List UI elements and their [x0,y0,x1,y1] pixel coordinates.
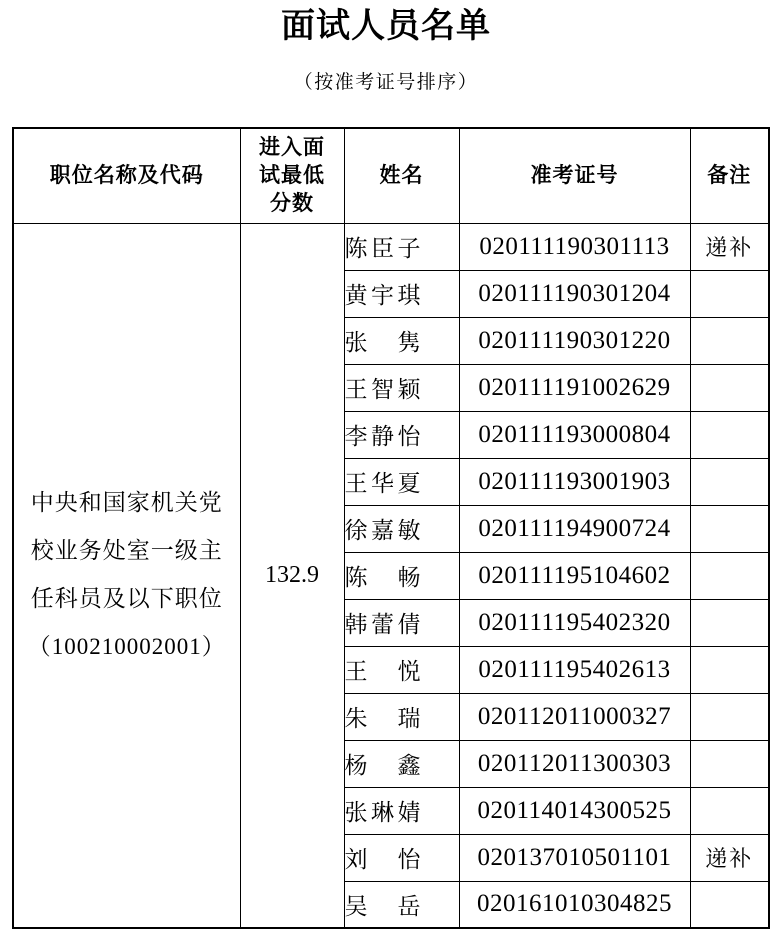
ticket-number-cell: 020111194900724 [459,505,690,552]
candidate-name-cell [344,270,459,317]
ticket-number-cell: 020137010501101 [459,834,690,881]
candidate-name: 刘 怡 [344,847,421,872]
candidate-name: 吴 岳 [344,893,421,919]
remark-cell [690,881,769,928]
remark-cell [690,411,769,458]
candidate-name: 徐嘉敏 [344,518,421,543]
page-title: 面试人员名单 [281,7,491,45]
candidate-name: 杨 鑫 [344,753,421,778]
candidate-name: 王 悦 [344,659,421,684]
candidate-name: 黄宇琪 [344,283,421,308]
candidate-name: 张琳婧 [344,800,421,825]
candidate-name-cell [344,317,459,364]
remark-cell [690,458,769,505]
ticket-number-cell: 020111193001903 [459,458,690,505]
remark-cell [690,552,769,599]
candidate-name-cell [344,552,459,599]
ticket-number-cell: 020114014300525 [459,787,690,834]
header-position-name-code: 职位名称及代码 [13,128,240,223]
candidate-name: 陈 畅 [344,565,421,590]
position-line: 任科员及以下职位 [30,586,223,612]
candidate-name-cell [344,787,459,834]
candidate-name: 张 隽 [344,330,421,355]
ticket-number-cell: 020111195402320 [459,599,690,646]
header-candidate-name: 姓名 [344,128,459,223]
candidate-name: 王智颖 [344,377,421,402]
ticket-number-cell: 020111190301220 [459,317,690,364]
remark-cell: 递补 [690,834,769,881]
table-row [13,223,769,270]
candidate-name-cell [344,364,459,411]
ticket-number-cell: 020112011000327 [459,693,690,740]
header-min-interview-score [240,128,344,223]
ticket-number-cell: 020111193000804 [459,411,690,458]
candidate-name: 韩蕾倩 [344,612,421,637]
ticket-number-cell: 020112011300303 [459,740,690,787]
candidate-name: 李静怡 [344,424,421,449]
candidate-name: 王华夏 [344,471,421,496]
remark-cell: 递补 [690,223,769,270]
remark-cell [690,599,769,646]
remark-cell [690,693,769,740]
header-min-interview-score-text: 进入面试最低分数 [259,135,325,215]
candidate-name-cell [344,834,459,881]
candidate-name-cell [344,411,459,458]
header-ticket-number: 准考证号 [459,128,690,223]
position-line: 校业务处室一级主 [30,538,223,564]
min-score-cell: 132.9 [240,223,344,928]
candidate-name-cell [344,458,459,505]
ticket-number-cell: 020111195104602 [459,552,690,599]
position-line: （100210002001） [27,634,226,660]
candidate-name-cell [344,693,459,740]
candidate-name-cell [344,740,459,787]
candidate-name-cell [344,646,459,693]
page-subtitle: （按准考证号排序） [293,72,479,93]
candidate-name-cell [344,881,459,928]
candidate-name-cell [344,599,459,646]
remark-cell [690,740,769,787]
remark-cell [690,787,769,834]
ticket-number-cell: 020111190301113 [459,223,690,270]
header-remark: 备注 [690,128,769,223]
remark-cell [690,270,769,317]
candidate-name: 朱 瑞 [344,706,421,731]
remark-cell [690,646,769,693]
remark-cell [690,317,769,364]
position-cell [13,223,240,928]
candidate-name: 陈臣子 [344,236,421,261]
interview-roster-table [12,127,770,929]
ticket-number-cell: 020111195402613 [459,646,690,693]
candidate-name-cell [344,505,459,552]
table-header-row [13,128,769,223]
ticket-number-cell: 020111191002629 [459,364,690,411]
remark-cell [690,505,769,552]
ticket-number-cell: 020161010304825 [459,881,690,928]
candidate-name-cell [344,223,459,270]
remark-cell [690,364,769,411]
ticket-number-cell: 020111190301204 [459,270,690,317]
position-line: 中央和国家机关党 [30,490,223,516]
